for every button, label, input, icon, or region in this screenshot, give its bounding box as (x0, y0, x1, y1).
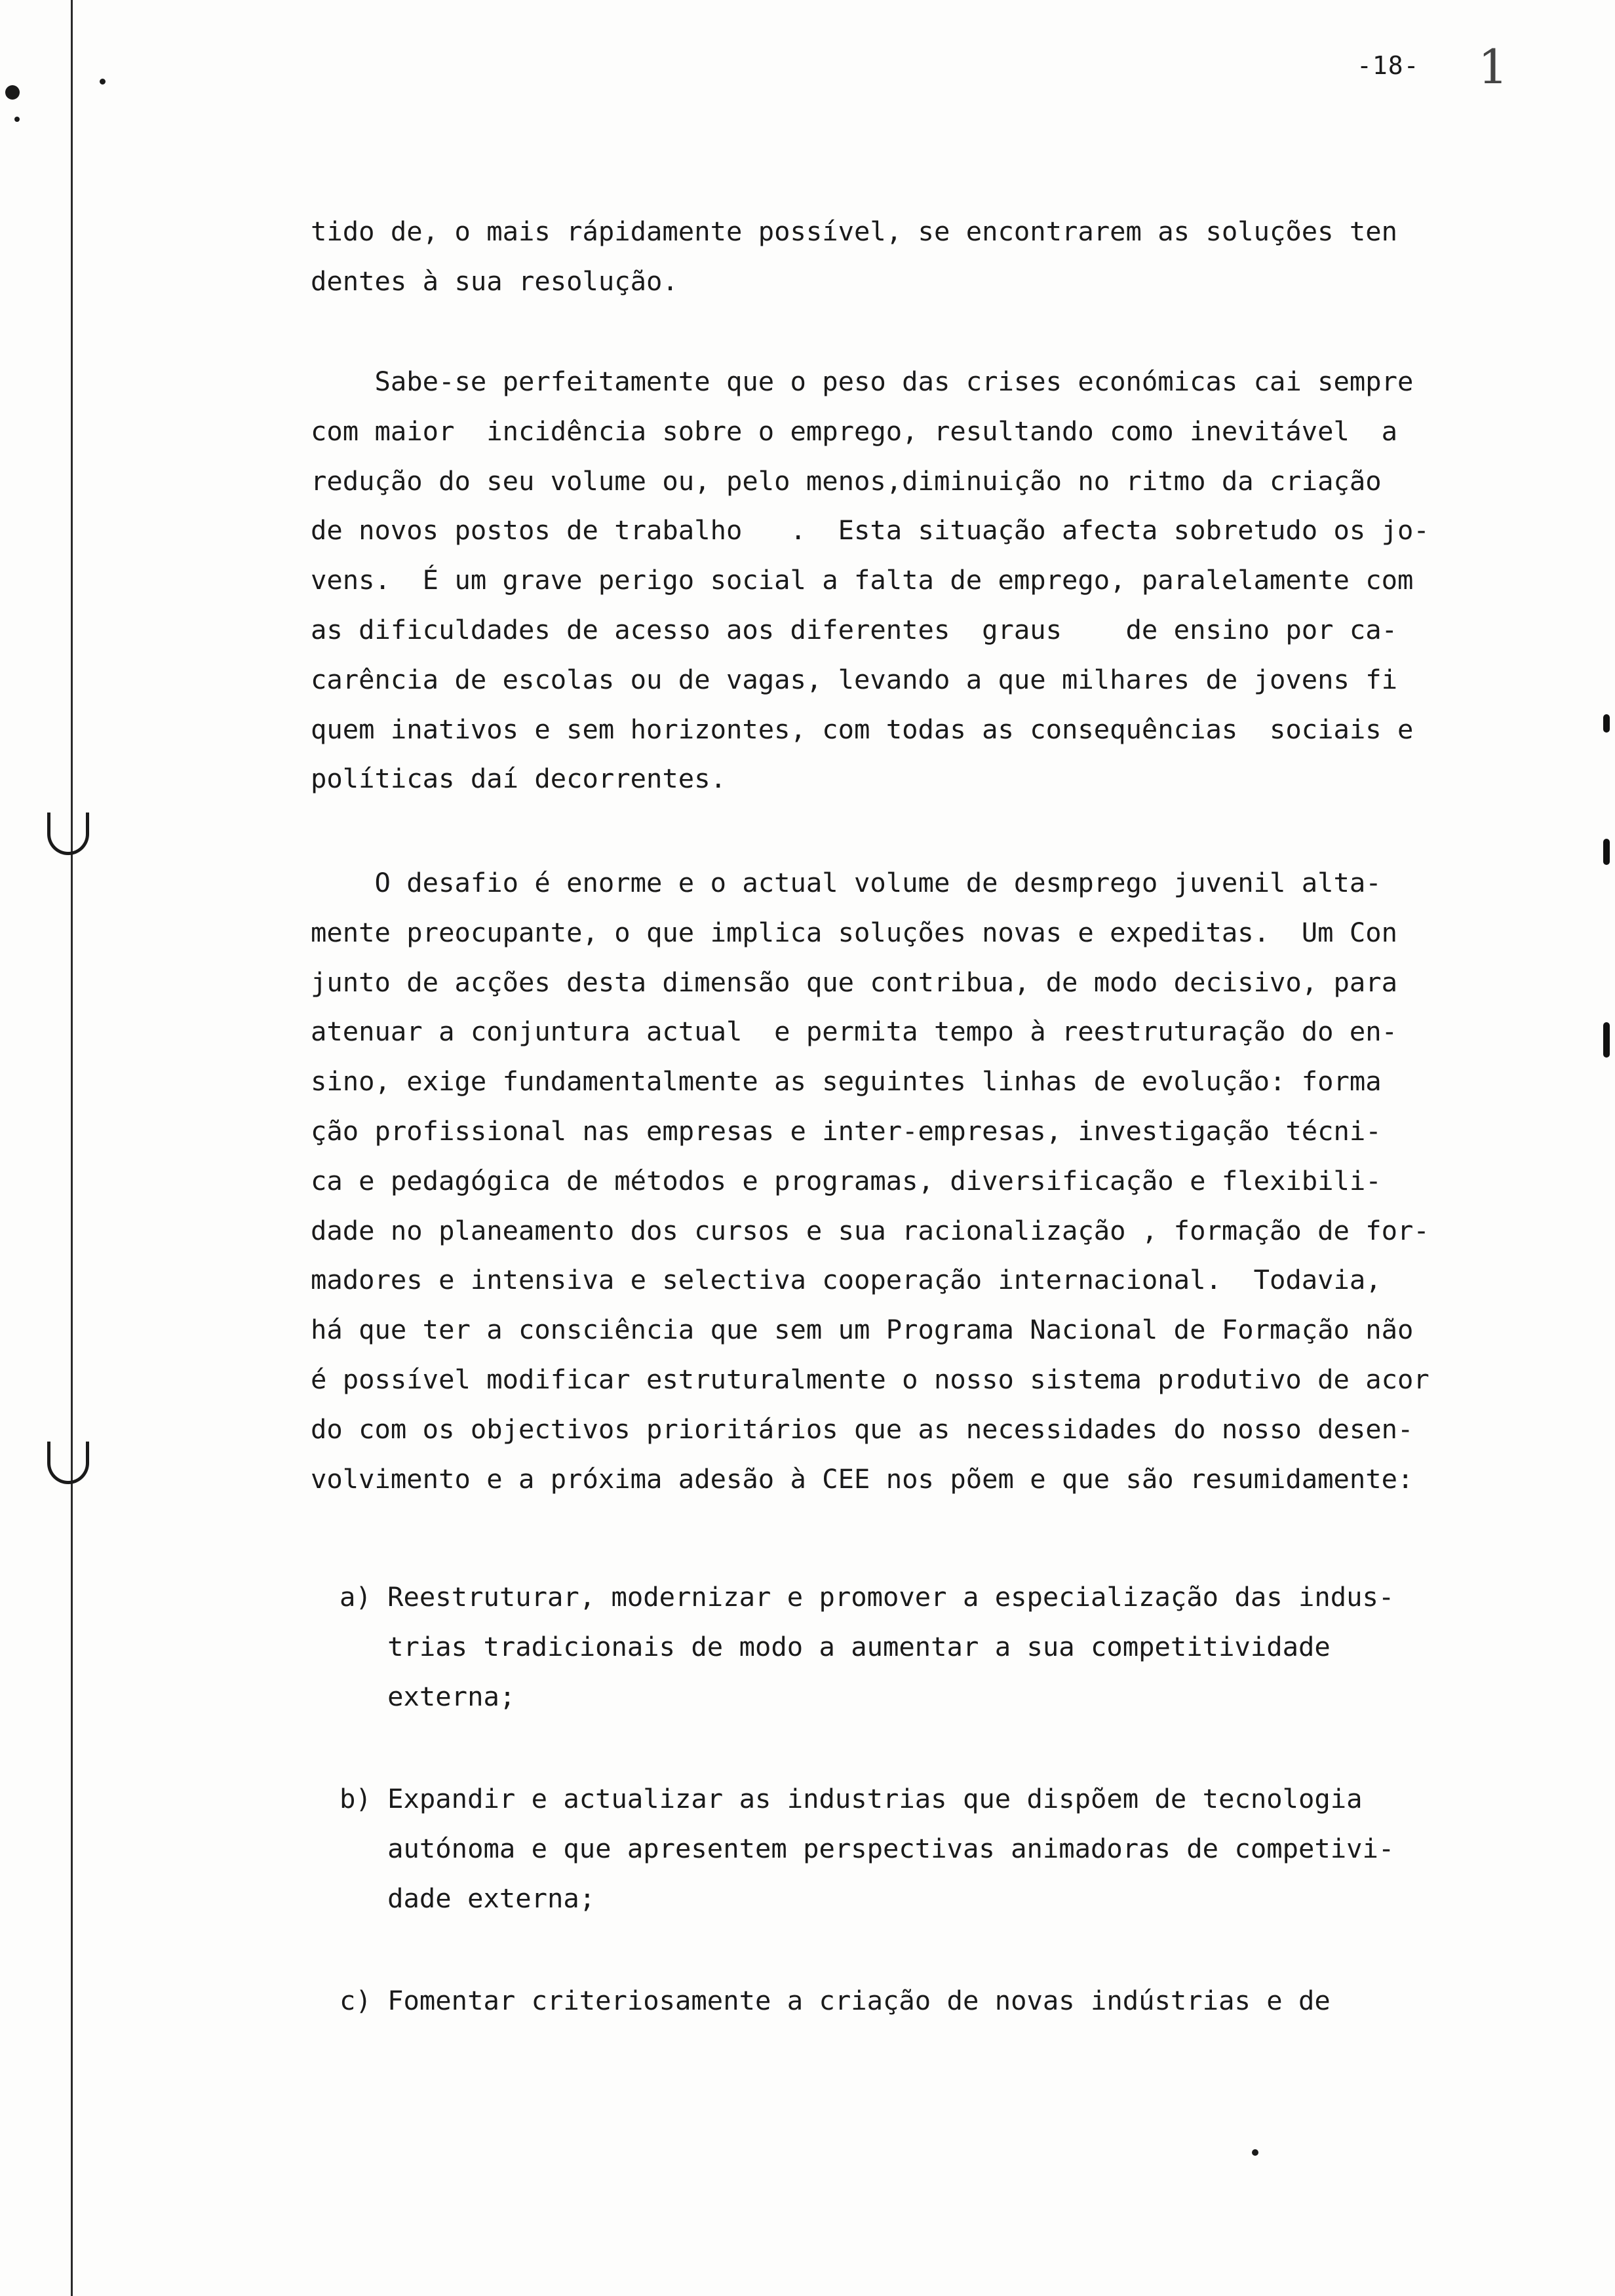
text-line: madores e intensiva e selectiva cooperação internacional. Todavia, (311, 1264, 1382, 1296)
text-line: de novos postos de trabalho . Esta situação afecta sobretudo os jo- (311, 514, 1430, 546)
text-line: atenuar a conjuntura actual e permita tempo à reestruturação do en- (311, 1016, 1398, 1048)
text-line: as dificuldades de acesso aos diferentes graus de ensino por ca- (311, 613, 1398, 645)
scan-speck (100, 79, 106, 85)
scan-edge-mark (1603, 1022, 1610, 1058)
punch-hole-mark-bottom (47, 1442, 89, 1484)
binding-line (71, 0, 73, 2296)
text-line: volvimento e a próxima adesão à CEE nos põem e que são resumidamente: (311, 1463, 1414, 1495)
text-line: ção profissional nas empresas e inter-empresas, investigação técni- (311, 1115, 1382, 1147)
text-line: vens. É um grave perigo social a falta de emprego, paralelamente com (311, 564, 1414, 596)
paragraph-1 (311, 207, 1451, 307)
text-line: redução do seu volume ou, pelo menos,diminuição no ritmo da criação (311, 465, 1382, 497)
text-line: políticas daí decorrentes. (311, 763, 726, 795)
text-line: junto de acções desta dimensão que contribua, de modo decisivo, para (311, 966, 1398, 998)
scan-speck (14, 117, 20, 122)
text-line: dade no planeamento dos cursos e sua racionalização , formação de for- (311, 1214, 1430, 1246)
handwritten-mark: 1 (1478, 39, 1508, 94)
text-line: ca e pedagógica de métodos e programas, diversificação e flexibili- (311, 1164, 1382, 1196)
punch-hole-mark-top (47, 813, 89, 855)
text-line: trias tradicionais de modo a aumentar a sua competitividade (340, 1630, 1331, 1662)
scan-speck (5, 85, 20, 100)
scan-edge-mark (1603, 839, 1610, 865)
paragraph-2 (311, 357, 1451, 804)
text-line: autónoma e que apresentem perspectivas animadoras de competivi- (340, 1832, 1395, 1864)
text-line: do com os objectivos prioritários que as necessidades do nosso desen- (311, 1413, 1414, 1445)
list-item-b (340, 1774, 1454, 1923)
text-line: quem inativos e sem horizontes, com todas as consequências sociais e (311, 713, 1414, 745)
list-item-c (340, 1976, 1454, 2026)
paragraph-3 (311, 858, 1451, 1504)
text-line: há que ter a consciência que sem um Programa Nacional de Formação não (311, 1314, 1414, 1346)
text-line: mente preocupante, o que implica soluções novas e expeditas. Um Con (311, 916, 1398, 948)
text-line: c) Fomentar criteriosamente a criação de novas indústrias e de (340, 1985, 1331, 2016)
text-line: com maior incidência sobre o emprego, resultando como inevitável a (311, 415, 1398, 447)
text-line: externa; (340, 1680, 516, 1712)
text-line: dentes à sua resolução. (311, 265, 678, 297)
text-line: Sabe-se perfeitamente que o peso das crises económicas cai sempre (311, 366, 1414, 397)
scan-speck (1252, 2149, 1258, 2156)
text-line: b) Expandir e actualizar as industrias que dispõem de tecnologia (340, 1783, 1363, 1814)
text-line: é possível modificar estruturalmente o nosso sistema produtivo de acor (311, 1363, 1430, 1395)
text-line: sino, exige fundamentalmente as seguintes linhas de evolução: forma (311, 1065, 1382, 1098)
scan-edge-mark (1603, 714, 1610, 733)
text-line: tido de, o mais rápidamente possível, se encontrarem as soluções ten (311, 216, 1398, 247)
page-number: -18- (1357, 51, 1420, 80)
text-line: dade externa; (340, 1882, 596, 1914)
text-line: a) Reestruturar, modernizar e promover a especialização das indus- (340, 1581, 1395, 1613)
list-item-a (340, 1573, 1454, 1721)
text-line: O desafio é enorme e o actual volume de desmprego juvenil alta- (311, 867, 1382, 898)
text-line: carência de escolas ou de vagas, levando a que milhares de jovens fi (311, 663, 1398, 695)
